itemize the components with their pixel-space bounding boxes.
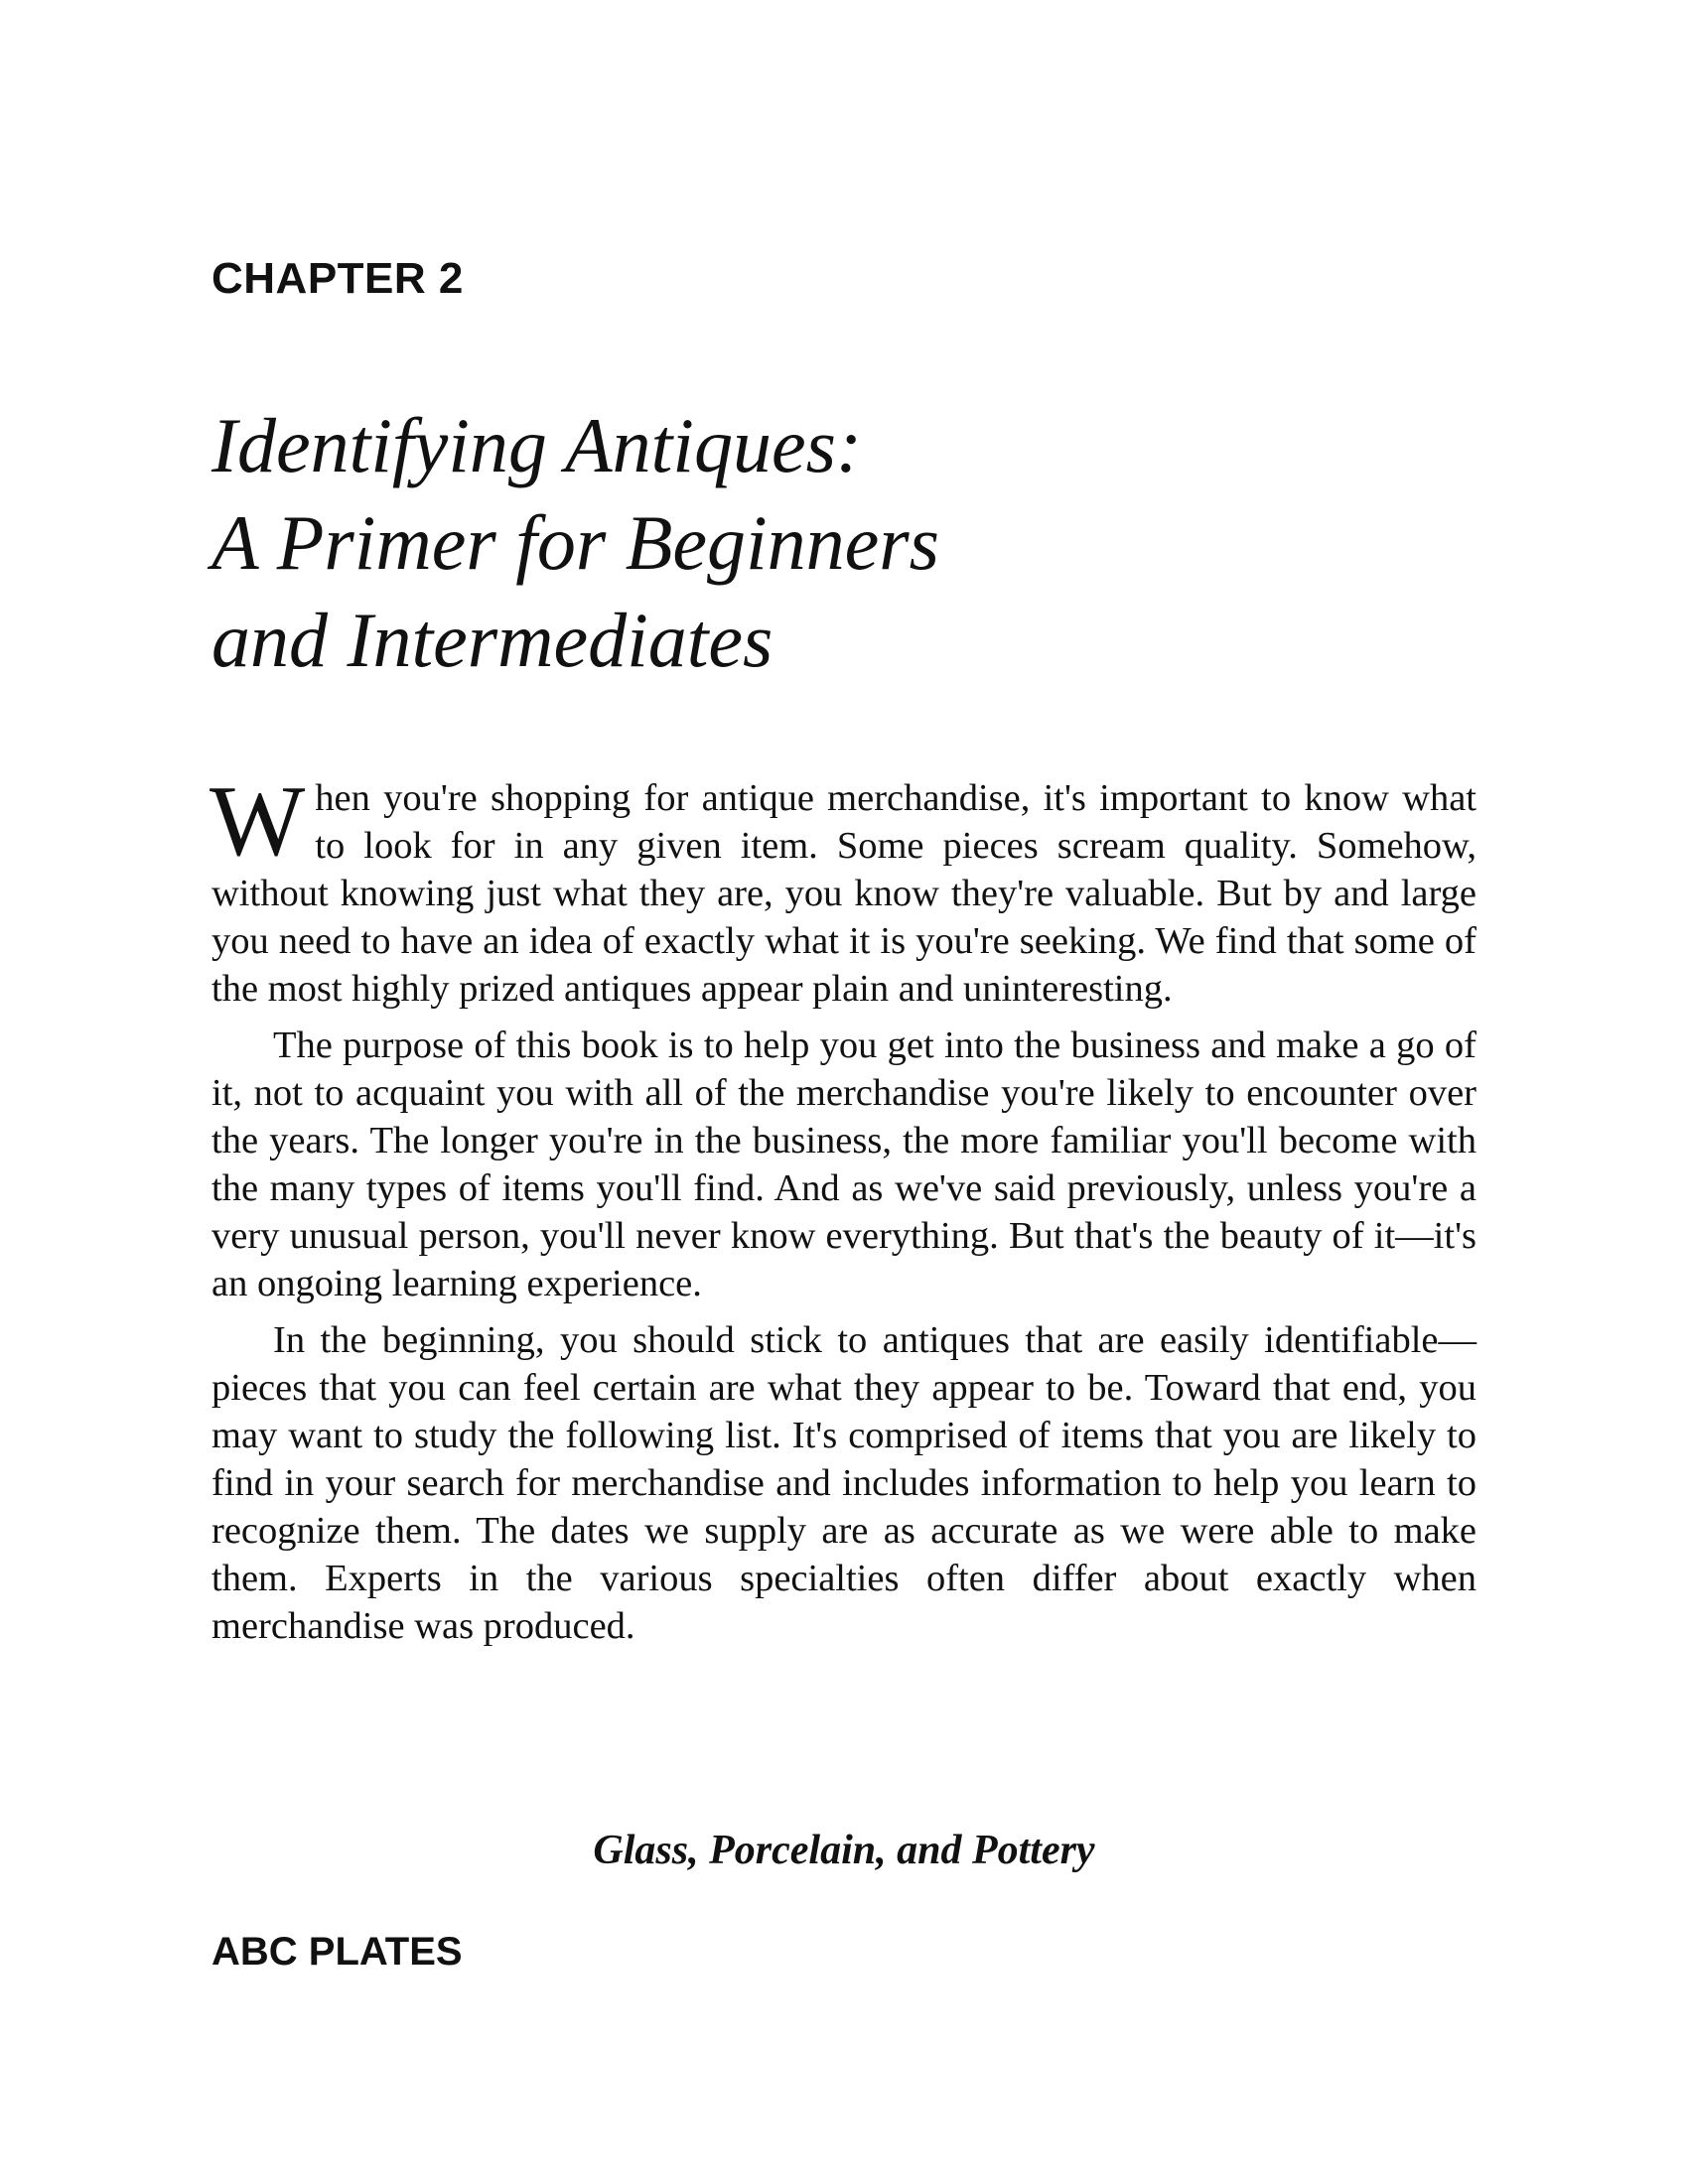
- drop-cap: W: [210, 765, 306, 878]
- paragraph-3: In the beginning, you should stick to antiques that are easily identifiable—pieces that you can feel certain are what they appear to be. Toward that end, you may want to study the following list. It's comprised of items that you are likely to find in your search for merchandise and includes information to help you learn to recognize them. The dates we supply are as accurate as we were able to make them. Experts in the various specialties often differ about exactly when merchandise was produced.: [211, 1319, 1477, 1647]
- paragraph-2: The purpose of this book is to help you get into the business and make a go of it, not to acquaint you with all of the merchandise you're likely to encounter over the years. The longer you're in the business, the more familiar you'll become with the many types of items you'll find. And as we've said previously, unless you're a very unusual person, you'll never know everything. But that's the beauty of it—it's an ongoing learning experience.: [211, 1024, 1477, 1304]
- chapter-title-line-3: and Intermediates: [211, 597, 774, 683]
- chapter-title-line-1: Identifying Antiques:: [211, 402, 862, 488]
- chapter-title-line-2: A Primer for Beginners: [211, 499, 940, 586]
- paragraph-1: [210, 765, 1477, 1013]
- paragraph-1-text: hen you're shopping for antique merchandise, it's important to know what to look for in any given item. Some pieces scream quality. Somehow, without knowing just what they are, you know they're valuable. But by and large you need to have an idea of exactly what it is you're seeking. We find that some of the most highly prized antiques appear plain and uninteresting.: [211, 777, 1477, 1010]
- chapter-title: [211, 397, 939, 689]
- chapter-label: CHAPTER 2: [211, 254, 464, 303]
- section-heading: Glass, Porcelain, and Pottery: [593, 1828, 1095, 1873]
- body-text: [210, 765, 1477, 1659]
- subsection-heading: ABC PLATES: [211, 1930, 463, 1974]
